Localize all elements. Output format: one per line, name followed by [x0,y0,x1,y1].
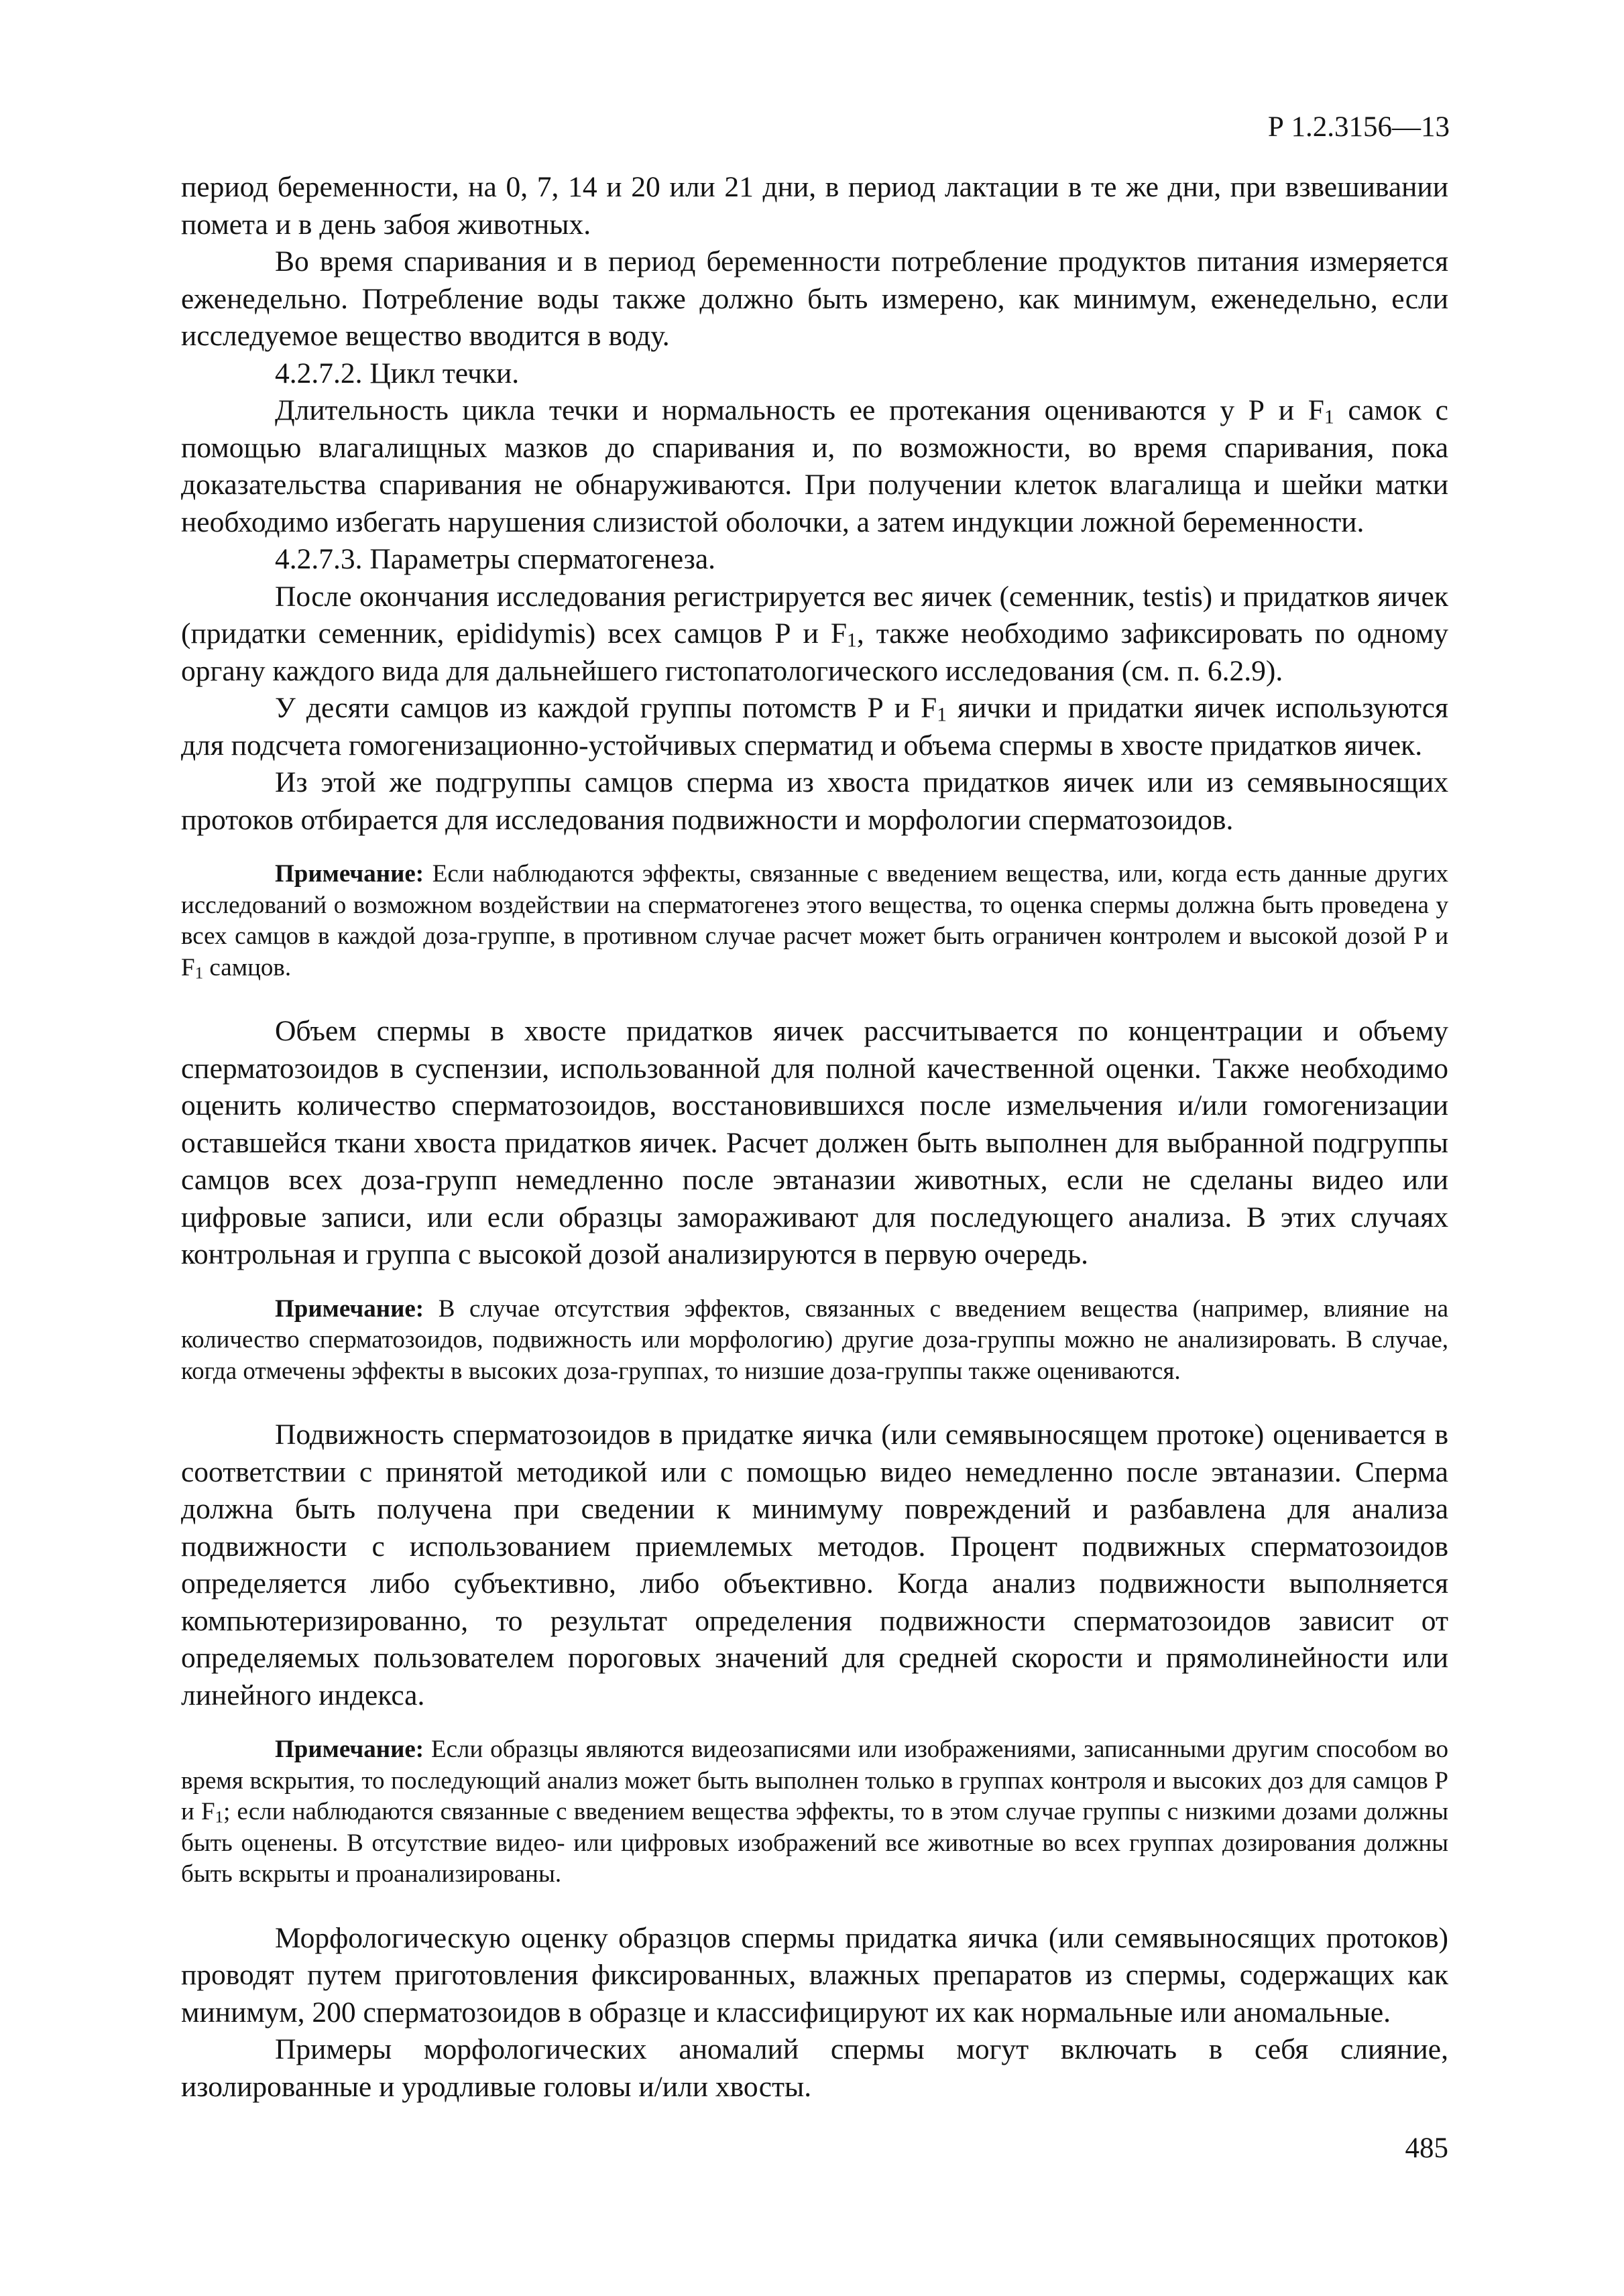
paragraph-text: Длительность цикла течки и нормальность ее протекания оцениваются у Р и F [275,394,1324,426]
paragraph-text: В случае отсутствия эффектов, связанных с введением вещества (например, влияние на количество сперматозоидов, подвижность или морфологию) другие доза-группы можно не анализировать. В случае, когда отмечены эффекты в высоких доза-группах, то низшие доза-группы также оцениваются. [181,1294,1448,1385]
note-label: Примечание: [275,860,424,888]
paragraph-text: Подвижность сперматозоидов в придатке яичка (или семявыносящем протоке) оценивается в соответствии с принятой методикой или с помощью видео немедленно после эвтаназии. Сперма должна быть получена при сведении к минимуму повреждений и разбавлена для анализа подвижности с использованием приемлемых методов. Процент подвижных сперматозоидов определяется либо субъективно, либо объективно. Когда анализ подвижности выполняется компьютеризированно, то результат определения подвижности сперматозоидов зависит от определяемых пользователем пороговых значений для средней скорости и прямолинейности или линейного индекса. [181,1418,1448,1711]
body-paragraph [181,169,1448,243]
running-head: Р 1.2.3156—13 [1267,111,1450,143]
body-paragraph [181,1013,1448,1274]
body-paragraph [181,541,1448,579]
body-paragraph [181,690,1448,764]
paragraph-text: 4.2.7.2. Цикл течки. [275,357,520,389]
paragraph-text: самцов. [203,953,292,981]
body-paragraph [181,392,1448,541]
note-paragraph [181,1734,1448,1890]
paragraph-text: Во время спаривания и в период беременности потребление продуктов питания измеряется еженедельно. Потребление воды также должно быть измерено, как минимум, еженедельно, если исследуемое вещество вводится в воду. [181,245,1448,352]
paragraph-text: самок с помощью влагалищных мазков до спаривания и, по возможности, во время спаривания, пока доказательства спаривания не обнаруживаются. При получении клеток влагалища и шейки матки необходимо избегать нарушения слизистой оболочки, а затем индукции ложной беременности. [181,394,1448,538]
paragraph-text: период беременности, на 0, 7, 14 и 20 или 21 дни, в период лактации в те же дни, при взвешивании помета и в день забоя животных. [181,171,1448,241]
subscript: 1 [937,704,947,726]
note-label: Примечание: [275,1736,424,1763]
body-paragraph [181,355,1448,393]
paragraph-text: Морфологическую оценку образцов спермы придатка яичка (или семявыносящих протоков) проводят путем приготовления фиксированных, влажных препаратов из спермы, содержащих как минимум, 200 сперматозоидов в образце и классифицируют их как нормальные или аномальные. [181,1921,1448,2029]
body-text [181,169,1448,2106]
paragraph-text: ; если наблюдаются связанные с введением вещества эффекты, то в этом случае группы с низкими дозами должны быть оценены. В отсутствие видео- или цифровых изображений все животные во всех группах дозирования должны быть вскрыты и проанализированы. [181,1798,1448,1888]
paragraph-text: Из этой же подгруппы самцов сперма из хвоста придатков яичек или из семявыносящих протоков отбирается для исследования подвижности и морфологии сперматозоидов. [181,766,1448,836]
note-paragraph [181,1294,1448,1388]
paragraph-text: 4.2.7.3. Параметры сперматогенеза. [275,543,716,575]
paragraph-text: Если наблюдаются эффекты, связанные с введением вещества, или, когда есть данные других исследований о возможном воздействии на сперматогенез этого вещества, то оценка спермы должна быть проведена у всех самцов в каждой доза-группе, в противном случае расчет может быть ограничен контролем и высокой дозой Р и F [181,860,1448,981]
paragraph-text: Объем спермы в хвосте придатков яичек рассчитывается по концентрации и объему сперматозоидов в суспензии, использованной для полной качественной оценки. Также необходимо оценить количество сперматозоидов, восстановившихся после измельчения и/или гомогенизации оставшейся ткани хвоста придатков яичек. Расчет должен быть выполнен для выбранной подгруппы самцов всех доза-групп немедленно после эвтаназии животных, если не сделаны видео или цифровые записи, или если образцы замораживают для последующего анализа. В этих случаях контрольная и группа с высокой дозой анализируются в первую очередь. [181,1015,1448,1270]
paragraph-text: яички и придатки яичек используются для подсчета гомогенизационно-устойчивых сперматид и объема спермы в хвосте придатков яичек. [181,692,1449,762]
paragraph-text: , также необходимо зафиксировать по одному органу каждого вида для дальнейшего гистопатологического исследования (см. п. 6.2.9). [181,617,1449,687]
paragraph-text: У десяти самцов из каждой группы потомств Р и F [275,692,937,724]
note-label: Примечание: [275,1294,424,1323]
subscript: 1 [847,629,857,652]
body-paragraph [181,243,1448,355]
body-paragraph [181,1920,1448,2032]
paragraph-text: Примеры морфологических аномалий спермы могут включать в себя слияние, изолированные и уродливые головы и/или хвосты. [181,2033,1448,2103]
subscript: 1 [1324,406,1334,428]
page-number: 485 [1405,2132,1448,2164]
subscript: 1 [215,1808,224,1827]
paragraph-text: После окончания исследования регистрируется вес яичек (семенник, testis) и придатков яичек (придатки семенник, epididymis) всех самцов Р и F [181,580,1448,650]
subscript: 1 [194,964,204,983]
body-paragraph [181,764,1448,839]
body-paragraph [181,579,1448,690]
note-paragraph [181,859,1448,983]
paragraph-text: Если образцы являются видеозаписями или изображениями, записанными другим способом во время вскрытия, то последующий анализ может быть выполнен только в группах контроля и высоких доз для самцов Р и F [181,1736,1448,1825]
body-paragraph [181,1416,1448,1714]
body-paragraph [181,2031,1448,2106]
